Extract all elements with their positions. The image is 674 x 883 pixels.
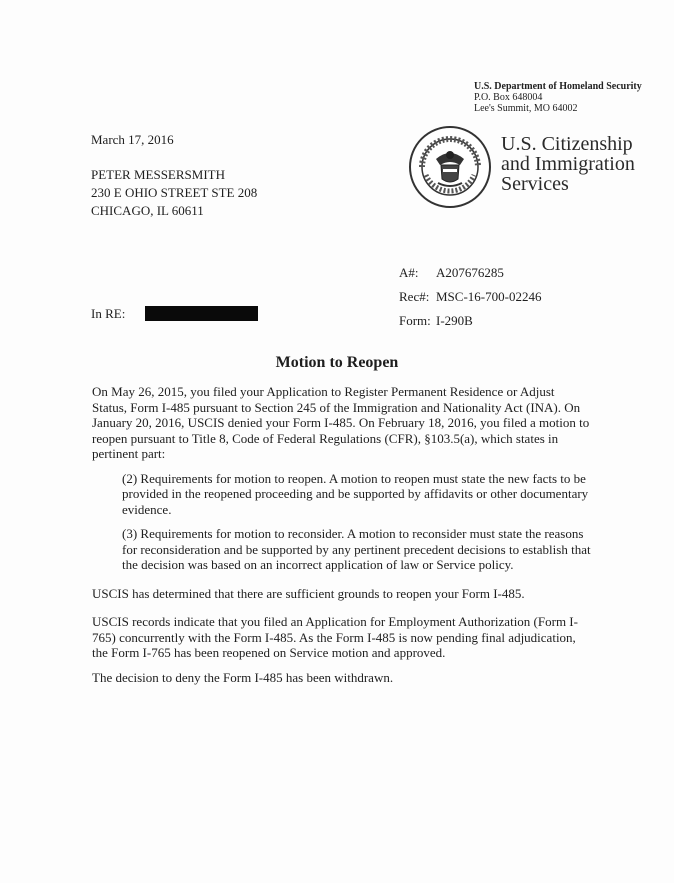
quote-reopen: (2) Requirements for motion to reopen. A motion to reopen must state the new facts to be provided in the reopened proceeding and be supported by affidavits or other documentary evidence.: [122, 470, 589, 517]
ref-form: [399, 309, 541, 333]
logo-line-1: U.S. Citizenship: [501, 133, 633, 155]
recipient-address: [91, 166, 257, 220]
case-references: [399, 261, 541, 333]
letter-body: [92, 384, 592, 694]
agency-department: U.S. Department of Homeland Security: [474, 81, 642, 92]
ref-value: MSC-16-700-02246: [436, 289, 542, 304]
ref-label: Form:: [399, 313, 431, 328]
ref-label: Rec#:: [399, 289, 430, 304]
logo-line-2: and Immigration: [501, 153, 635, 175]
in-re-label: In RE:: [91, 306, 126, 321]
recipient-name: PETER MESSERSMITH: [91, 167, 225, 182]
ref-value: A207676285: [436, 265, 504, 280]
ref-a-number: [399, 261, 541, 285]
letter-title: Motion to Reopen: [275, 354, 399, 371]
ref-receipt-number: [399, 285, 541, 309]
agency-city: Lee's Summit, MO 64002: [474, 103, 578, 114]
recipient-city: CHICAGO, IL 60611: [91, 203, 204, 218]
logo-line-3: Services: [501, 173, 569, 195]
agency-po-box: P.O. Box 648004: [474, 92, 543, 103]
ref-value: I-290B: [436, 313, 473, 328]
recipient-street: 230 E OHIO STREET STE 208: [91, 185, 258, 200]
paragraph-intro: On May 26, 2015, you filed your Application to Register Permanent Residence or Adjust Status, Form I-485 pursuant to Section 245 of the Immigration and Nationality Act (INA). On January 20, 2016, USCIS denied your Form I-485. On February 18, 2016, you filed a motion to reopen pursuant to Title 8, Code of Federal Regulations (CFR), §103.5(a), which states in pertinent part:: [92, 384, 590, 461]
quote-reconsider: (3) Requirements for motion to reconsider. A motion to reconsider must state the reasons for reconsideration and be supported by any pertinent precedent decisions to establish that the decision was based on an incorrect application of law or Service policy.: [122, 526, 591, 572]
paragraph-i765: USCIS records indicate that you filed an Application for Employment Authorization (Form I-765) concurrently with the Form I-485. As the Form I-485 is now pending final adjudication, the Form I-765 has been reopened on Service motion and approved.: [92, 614, 578, 660]
agency-address-block: [474, 81, 642, 114]
uscis-logo-text: [501, 134, 635, 194]
paragraph-withdrawn: The decision to deny the Form I-485 has been withdrawn.: [92, 669, 394, 685]
ref-label: A#:: [399, 265, 419, 280]
redacted-block: [145, 306, 258, 321]
letter-date: March 17, 2016: [91, 132, 174, 147]
paragraph-determination: USCIS has determined that there are sufficient grounds to reopen your Form I-485.: [92, 585, 525, 601]
dhs-seal-icon: [408, 125, 492, 209]
